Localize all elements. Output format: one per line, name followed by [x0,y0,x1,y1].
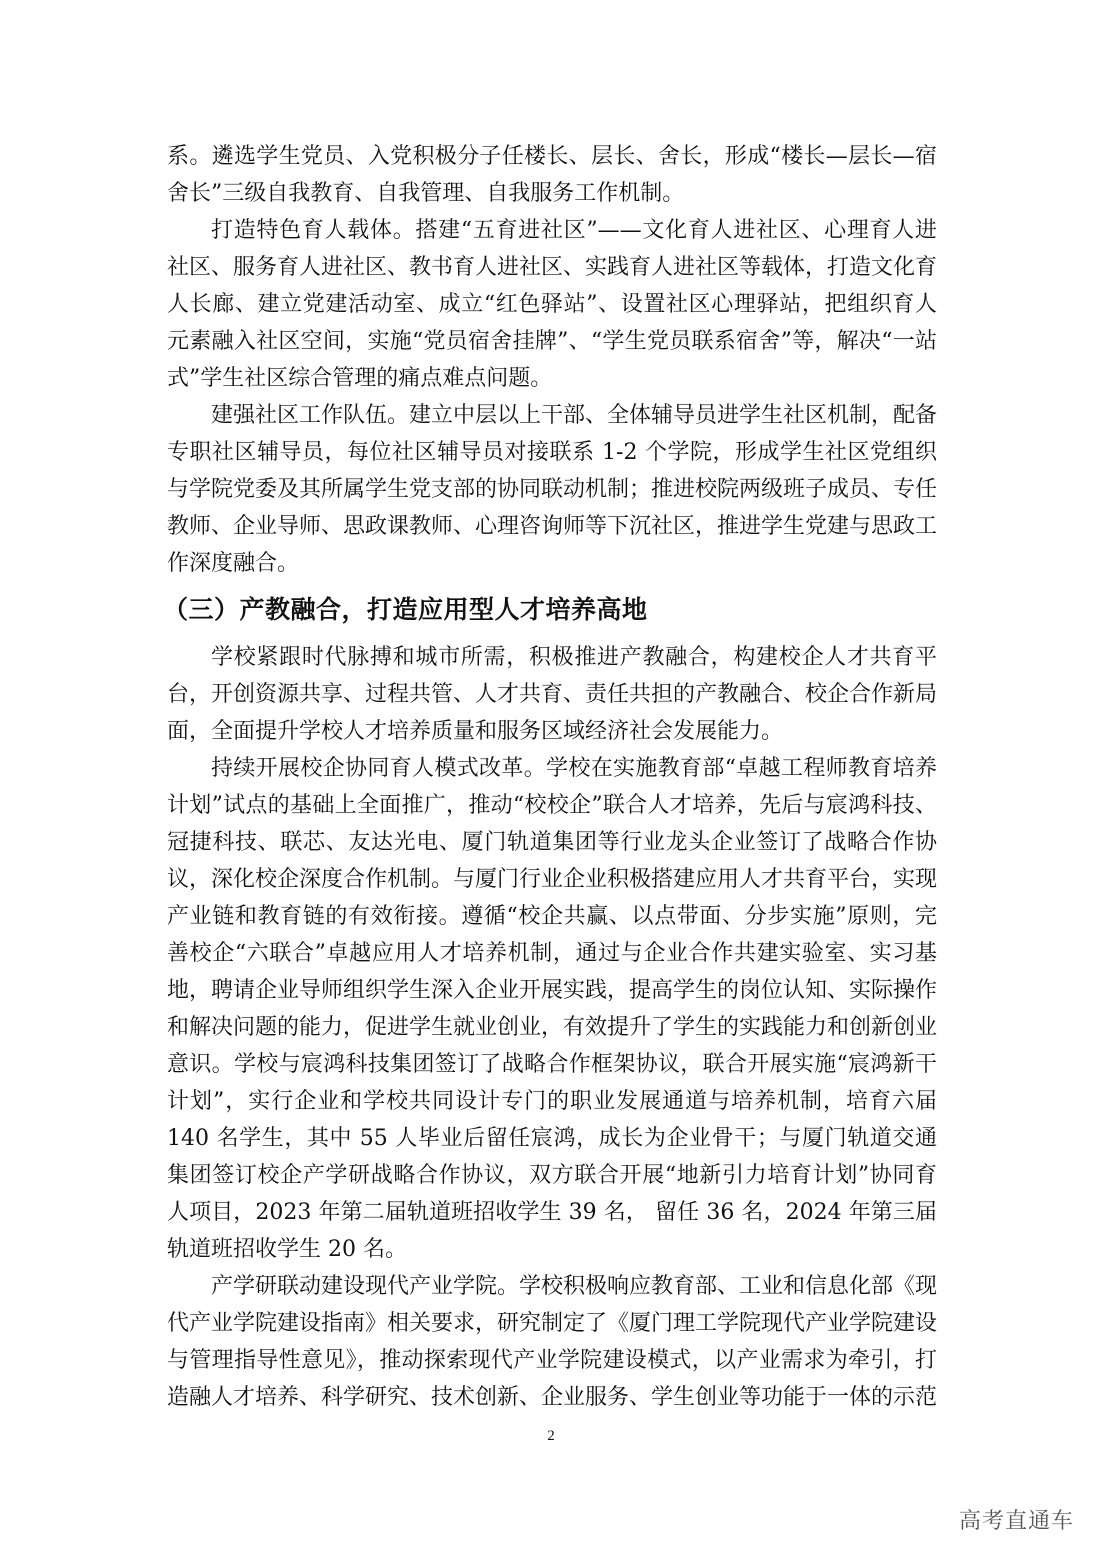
paragraph-community-team: 建强社区工作队伍。建立中层以上干部、全体辅导员进学生社区机制，配备专职社区辅导员，每位社区辅导员对接联系 1-2 个学院，形成学生社区党组织与学院党委及其所属学生党支部的协同联动机制；推进校院两级班子成员、专任教师、企业导师、思政课教师、心理咨询师等下沉社区，推进学生党建与思政工作深度融合。 [167,403,938,576]
paragraph-modern-industry-college: 产学研联动建设现代产业学院。学校积极响应教育部、工业和信息化部《现代产业学院建设指南》相关要求，研究制定了《厦门理工学院现代产业学院建设与管理指导性意见》，推动探索现代产业学院建设模式，以产业需求为牵引，打造融人才培养、科学研究、技术创新、企业服务、学生创业等功能于一体的示范 [167,1274,938,1410]
paragraph-industry-education: 学校紧跟时代脉搏和城市所需，积极推进产教融合，构建校企人才共育平台，开创资源共享、过程共管、人才共育、责任共担的产教融合、校企合作新局面，全面提升学校人才培养质量和服务区域经济社会发展能力。 [167,645,938,744]
paragraph-education-carrier: 打造特色育人载体。搭建“五育进社区”——文化育人进社区、心理育人进社区、服务育人进社区、教书育人进社区、实践育人进社区等载体，打造文化育人长廊、建立党建活动室、成立“红色驿站”、设置社区心理驿站，把组织育人元素融入社区空间，实施“党员宿舍挂牌”、“学生党员联系宿舍”等，解决“一站式”学生社区综合管理的痛点难点问题。 [167,218,938,391]
watermark: 高考直通车 [958,1509,1074,1534]
paragraph-continued: 系。遴选学生党员、入党积极分子任楼长、层长、舍长，形成“楼长—层长—宿舍长”三级自我教育、自我管理、自我服务工作机制。 [167,144,937,206]
paragraph-school-enterprise: 持续开展校企协同育人模式改革。学校在实施教育部“卓越工程师教育培养计划”试点的基础上全面推广，推动“校校企”联合人才培养，先后与宸鸿科技、冠捷科技、联芯、友达光电、厦门轨道集团等行业龙头企业签订了战略合作协议，深化校企深度合作机制。与厦门行业企业积极搭建应用人才共育平台，实现产业链和教育链的有效衔接。遵循“校企共赢、以点带面、分步实施”原则，完善校企“六联合”卓越应用人才培养机制，通过与企业合作共建实验室、实习基地，聘请企业导师组织学生深入企业开展实践，提高学生的岗位认知、实际操作和解决问题的能力，促进学生就业创业，有效提升了学生的实践能力和创新创业意识。学校与宸鸿科技集团签订了战略合作框架协议，联合开展实施“宸鸿新干计划”，实行企业和学校共同设计专门的职业发展通道与培养机制，培育六届 140 名学生，其中 55 人毕业后留任宸鸿，成长为企业骨干；与厦门轨道交通集团签订校企产学研战略合作协议，双方联合开展“地新引力培育计划”协同育人项目，2023 年第二届轨道班招收学生 39 名， 留任 36 名，2024 年第三届轨道班招收学生 20 名。 [167,756,938,1262]
document-body [163,138,938,1416]
section-heading: （三）产教融合，打造应用型人才培养高地 [163,595,648,624]
page-number: 2 [547,1428,555,1444]
